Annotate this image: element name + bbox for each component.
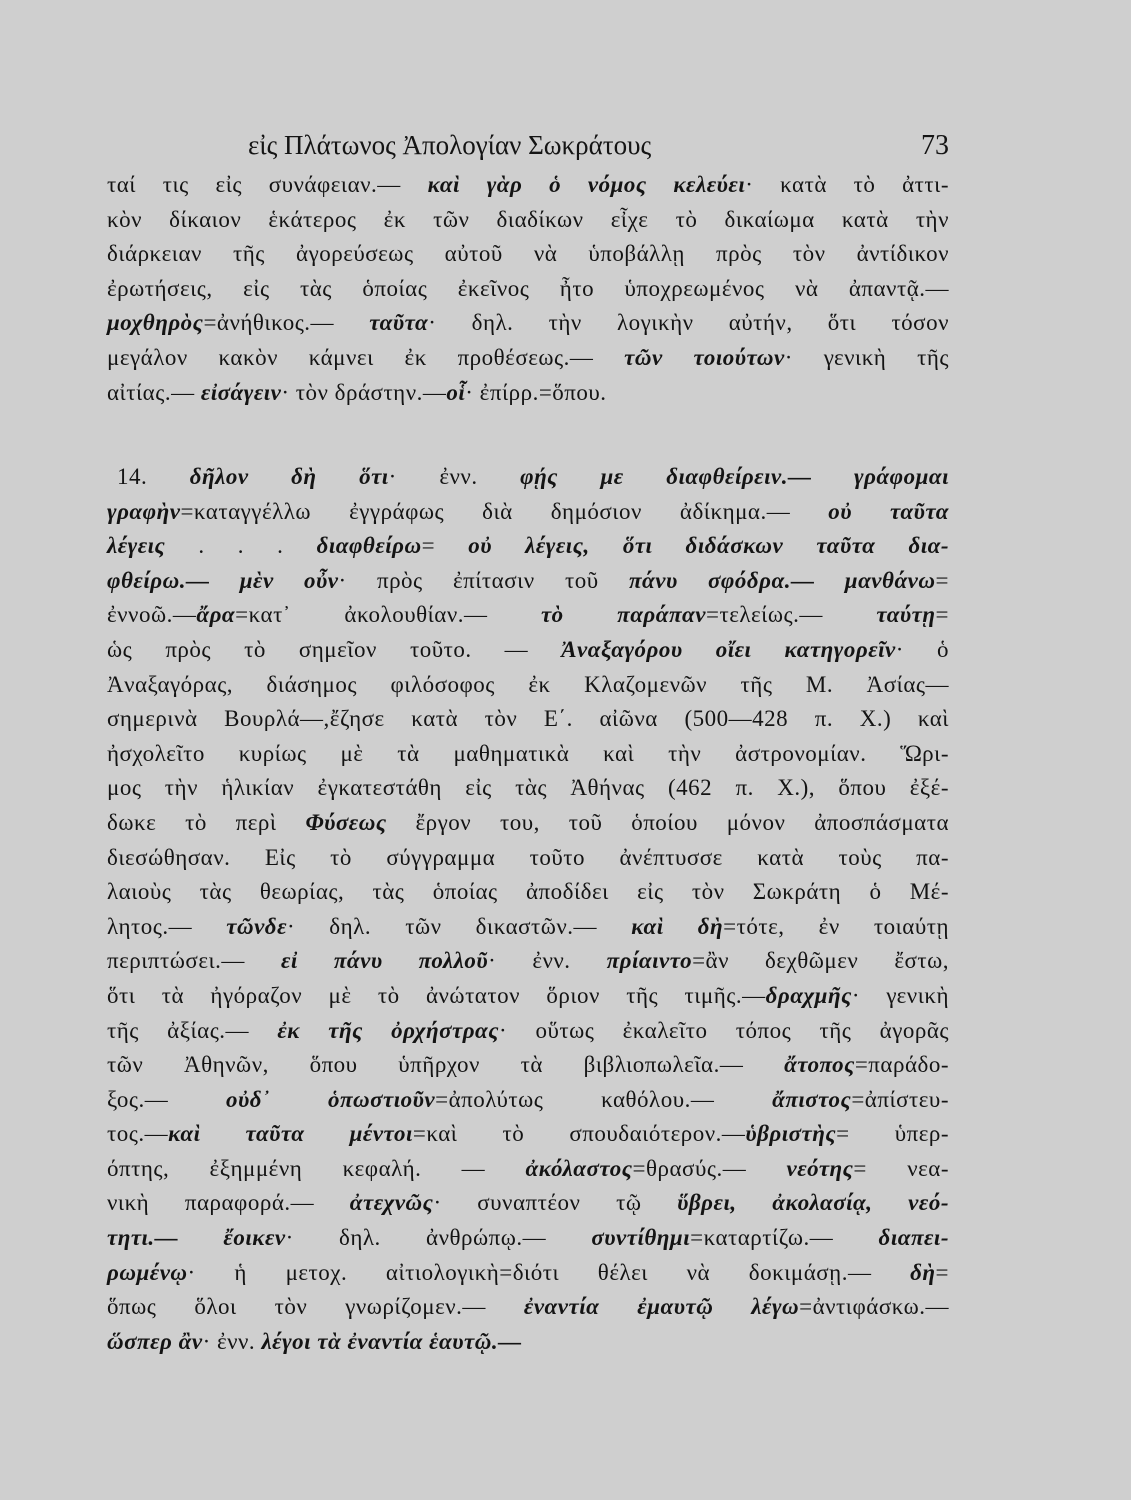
lemma: οὐδ᾽ ὁπωστιοῦν <box>226 1086 436 1112</box>
lemma: φῄς με διαφθείρειν.— γράφομαι <box>520 464 949 489</box>
text-line <box>107 203 949 238</box>
lemma: λέγοι τὰ ἐναντία ἑαυτῷ.— <box>261 1328 522 1354</box>
lemma: εἰσάγειν <box>200 379 282 405</box>
lemma: ὥσπερ ἂν <box>107 1328 203 1354</box>
text-line <box>107 1152 949 1187</box>
gloss-text: νικὴ παραφορά.— <box>107 1190 350 1216</box>
text-line <box>107 237 949 272</box>
gloss-text: μεγάλον κακὸν κάμνει ἐκ προθέσεως.— <box>107 344 625 370</box>
gloss-text: = <box>935 567 949 593</box>
gloss-text: αἰτίας.— <box>107 379 201 405</box>
lemma: πάνυ σφόδρα.— μανθάνω <box>628 567 936 593</box>
text-line <box>107 598 949 633</box>
lemma: ἐναντία ἐμαυτῷ λέγω <box>523 1294 800 1320</box>
gloss-text: ταί τις εἰς συνάφειαν.— <box>107 172 428 197</box>
gloss-text: · τὸν δράστην.— <box>281 379 447 405</box>
lemma: δραχμῆς <box>765 982 852 1008</box>
text-line <box>107 168 949 203</box>
running-title: εἰς Πλάτωνος Ἀπολογίαν Σωκράτους <box>248 130 652 160</box>
gloss-text: όπτης, ἐξημμένη κεφαλή. — <box>107 1155 526 1181</box>
gloss-text: · ἡ μετοχ. αἰτιολογικὴ=διότι θέλει νὰ δοκιμάσῃ.— <box>187 1259 911 1285</box>
text-line <box>107 1256 949 1291</box>
text-line <box>107 1186 949 1221</box>
text-line <box>107 1083 949 1118</box>
gloss-text: ἠσχολεῖτο κυρίως μὲ τὰ μαθηματικὰ καὶ τὴν ἀστρονομίαν. Ὥρι- <box>107 740 949 766</box>
gloss-text: =τελείως.— <box>705 602 877 628</box>
page-number: 73 <box>921 130 949 161</box>
text-line <box>107 737 949 772</box>
text-line <box>107 1290 949 1325</box>
gloss-text: · ἐνν. <box>488 948 607 974</box>
gloss-text: · πρὸς ἐπίτασιν τοῦ <box>338 567 629 593</box>
gloss-text: =κατ᾽ ἀκολουθίαν.— <box>235 602 541 628</box>
lemma: οὐ λέγεις, ὅτι διδάσκων ταῦτα δια- <box>468 533 949 559</box>
text-line <box>107 1325 949 1360</box>
lemma: ἐκ τῆς ὀρχήστρας <box>277 1017 500 1043</box>
lemma: τὸ παράπαν <box>540 602 706 628</box>
lemma: καὶ ταῦτα μέντοι <box>168 1121 413 1147</box>
gloss-text: = <box>935 602 949 628</box>
lemma: οὐ ταῦτα <box>828 498 950 524</box>
text-line <box>107 460 949 495</box>
lemma: οἷ <box>446 379 466 405</box>
text-line <box>107 771 949 806</box>
lemma: πρίαιντο <box>606 948 693 974</box>
text-line <box>107 306 949 341</box>
text-line <box>107 376 949 411</box>
gloss-text: =καὶ τὸ σπουδαιότερον.— <box>412 1121 746 1147</box>
lemma: μοχθηρὸς <box>107 310 204 336</box>
gloss-text: · ὁ <box>895 636 949 662</box>
commentary-paragraph-1 <box>107 168 949 410</box>
lemma: ρωμένῳ <box>107 1259 188 1285</box>
gloss-text: = <box>421 533 469 559</box>
lemma: Ἀναξαγόρου οἴει κατηγορεῖν <box>561 636 896 662</box>
lemma: διαπει- <box>878 1225 949 1251</box>
gloss-text: =ἀπολύτως καθόλου.— <box>435 1086 773 1112</box>
gloss-text: ὡς πρὸς τὸ σημεῖον τοῦτο. — <box>107 636 562 662</box>
gloss-text: · κατὰ τὸ ἀττι- <box>745 172 950 197</box>
lemma: ἄτοπος <box>784 1052 855 1078</box>
gloss-text: · συναπτέον τῷ <box>433 1190 678 1216</box>
lemma: ταύτῃ <box>876 602 936 628</box>
text-line <box>107 910 949 945</box>
lemma: Φύσεως <box>305 809 387 835</box>
gloss-text: = ὑπερ- <box>836 1121 950 1147</box>
text-line <box>107 1048 949 1083</box>
text-line <box>107 495 949 530</box>
gloss-text: Ἀναξαγόρας, διάσημος φιλόσοφος ἐκ Κλαζομενῶν τῆς Μ. Ἀσίας— <box>107 671 949 697</box>
gloss-text: ὅπως ὅλοι τὸν γνωρίζομεν.— <box>107 1294 524 1320</box>
text-line <box>107 1117 949 1152</box>
text-line <box>107 272 949 307</box>
lemma: τῶνδε <box>226 913 287 939</box>
lemma: καὶ γὰρ ὁ νόμος κελεύει <box>427 172 746 197</box>
lemma: συντίθημι <box>591 1225 691 1251</box>
gloss-text: = νεα- <box>853 1155 949 1181</box>
gloss-text: κὸν δίκαιον ἑκάτερος ἐκ τῶν διαδίκων εἶχε τὸ δικαίωμα κατὰ τὴν <box>107 206 949 232</box>
text-line <box>107 702 949 737</box>
gloss-text: 14. <box>117 464 190 489</box>
gloss-text: ἐννοῶ.— <box>107 602 197 628</box>
gloss-text: ξος.— <box>107 1086 226 1112</box>
text-line <box>107 944 949 979</box>
gloss-text: = <box>935 1259 949 1285</box>
text-line <box>107 806 949 841</box>
lemma: καὶ δὴ <box>631 913 724 939</box>
gloss-text: τος.— <box>107 1121 169 1147</box>
lemma: ἄρα <box>196 602 236 628</box>
gloss-text: · δηλ. τῶν δικαστῶν.— <box>287 913 632 939</box>
commentary-paragraph-2 <box>107 460 949 1359</box>
gloss-text: =ἂν δεχθῶμεν ἔστω, <box>692 948 950 974</box>
gloss-text: · ἐνν. <box>388 464 521 489</box>
lemma: δὴ <box>910 1259 936 1285</box>
gloss-text: τῆς ἀξίας.— <box>107 1017 278 1043</box>
gloss-text: μος τὴν ἡλικίαν ἐγκατεστάθη εἰς τὰς Ἀθήνας (462 π. Χ.), ὅπου ἐξέ- <box>107 775 949 801</box>
gloss-text: =θρασύς.— <box>632 1155 787 1181</box>
lemma: ὑβριστὴς <box>745 1121 837 1147</box>
text-line <box>107 564 949 599</box>
lemma: ὕβρει, ἀκολασίᾳ, νεό- <box>677 1190 949 1216</box>
lemma: γραφὴν <box>107 498 181 524</box>
gloss-text: λητος.— <box>107 913 227 939</box>
gloss-text: σημερινὰ Βουρλά—,ἔζησε κατὰ τὸν Ε΄. αἰῶνα (500—428 π. Χ.) καὶ <box>107 706 949 732</box>
text-line <box>107 529 949 564</box>
lemma: ἄπιστος <box>772 1086 852 1112</box>
gloss-text: περιπτώσει.— <box>107 948 281 974</box>
gloss-text: ἐρωτήσεις, εἰς τὰς ὁποίας ἐκεῖνος ἦτο ὑποχρεωμένος νὰ ἀπαντᾷ.— <box>107 275 949 301</box>
gloss-text: =καταρτίζω.— <box>690 1225 879 1251</box>
gloss-text: λαιοὺς τὰς θεωρίας, τὰς ὁποίας ἀποδίδει εἰς τὸν Σωκράτη ὁ Μέ- <box>107 879 949 905</box>
gloss-text: · οὕτως ἐκαλεῖτο τόπος τῆς ἀγορᾶς <box>499 1017 950 1043</box>
text-line <box>107 1014 949 1049</box>
gloss-text: διεσώθησαν. Εἰς τὸ σύγγραμμα τοῦτο ἀνέπτυσσε κατὰ τοὺς πα- <box>107 844 949 870</box>
gloss-text: · δηλ. ἀνθρώπῳ.— <box>285 1225 592 1251</box>
gloss-text: διάρκειαν τῆς ἀγορεύσεως αὐτοῦ νὰ ὑποβάλλῃ πρὸς τὸν ἀντίδικον <box>107 241 949 267</box>
text-line <box>107 875 949 910</box>
lemma: τητι.— ἔοικεν <box>107 1225 286 1251</box>
gloss-text: · γενικὴ <box>851 982 949 1008</box>
gloss-text: · δηλ. τὴν λογικὴν αὐτήν, ὅτι τόσον <box>428 310 949 336</box>
lemma: ταῦτα <box>369 310 429 336</box>
gloss-text: =ἀντιφάσκω.— <box>799 1294 949 1320</box>
gloss-text: =παράδο- <box>854 1052 949 1078</box>
gloss-text: ἔργον του, τοῦ ὁποίου μόνον ἀποσπάσματα <box>386 809 950 835</box>
gloss-text: =ἀπίστευ- <box>851 1086 949 1112</box>
gloss-text: · ἐπίρρ.=ὅπου. <box>465 379 607 405</box>
text-line <box>107 341 949 376</box>
gloss-text: · γενικὴ τῆς <box>784 344 949 370</box>
gloss-text: =ἀνήθικος.— <box>203 310 370 336</box>
gloss-text: δωκε τὸ περὶ <box>107 809 306 835</box>
lemma: νεότης <box>786 1155 854 1181</box>
lemma: λέγεις <box>107 533 166 559</box>
gloss-text: . . . <box>165 533 317 559</box>
gloss-text: τῶν Ἀθηνῶν, ὅπου ὑπῆρχον τὰ βιβλιοπωλεῖα.— <box>107 1052 785 1078</box>
gloss-text: ὅτι τὰ ἠγόραζον μὲ τὸ ἀνώτατον ὅριον τῆς τιμῆς.— <box>107 982 766 1008</box>
lemma: φθείρω.— μὲν οὖν <box>107 567 339 593</box>
lemma: διαφθείρω <box>316 533 422 559</box>
lemma: ἀκόλαστος <box>525 1155 633 1181</box>
text-line <box>107 633 949 668</box>
lemma: τῶν τοιούτων <box>624 344 785 370</box>
gloss-text: · ἐνν. <box>202 1328 262 1354</box>
lemma: ἀτεχνῶς <box>349 1190 434 1216</box>
gloss-text: =καταγγέλλω ἐγγράφως διὰ δημόσιον ἀδίκημα.— <box>180 498 829 524</box>
lemma: εἰ πάνυ πολλοῦ <box>280 948 489 974</box>
running-head <box>0 130 1131 170</box>
lemma: δῆλον δὴ ὅτι <box>189 464 389 489</box>
text-line <box>107 979 949 1014</box>
text-line <box>107 1221 949 1256</box>
gloss-text: =τότε, ἐν τοιαύτῃ <box>723 913 950 939</box>
text-line <box>107 668 949 703</box>
text-line <box>107 841 949 876</box>
